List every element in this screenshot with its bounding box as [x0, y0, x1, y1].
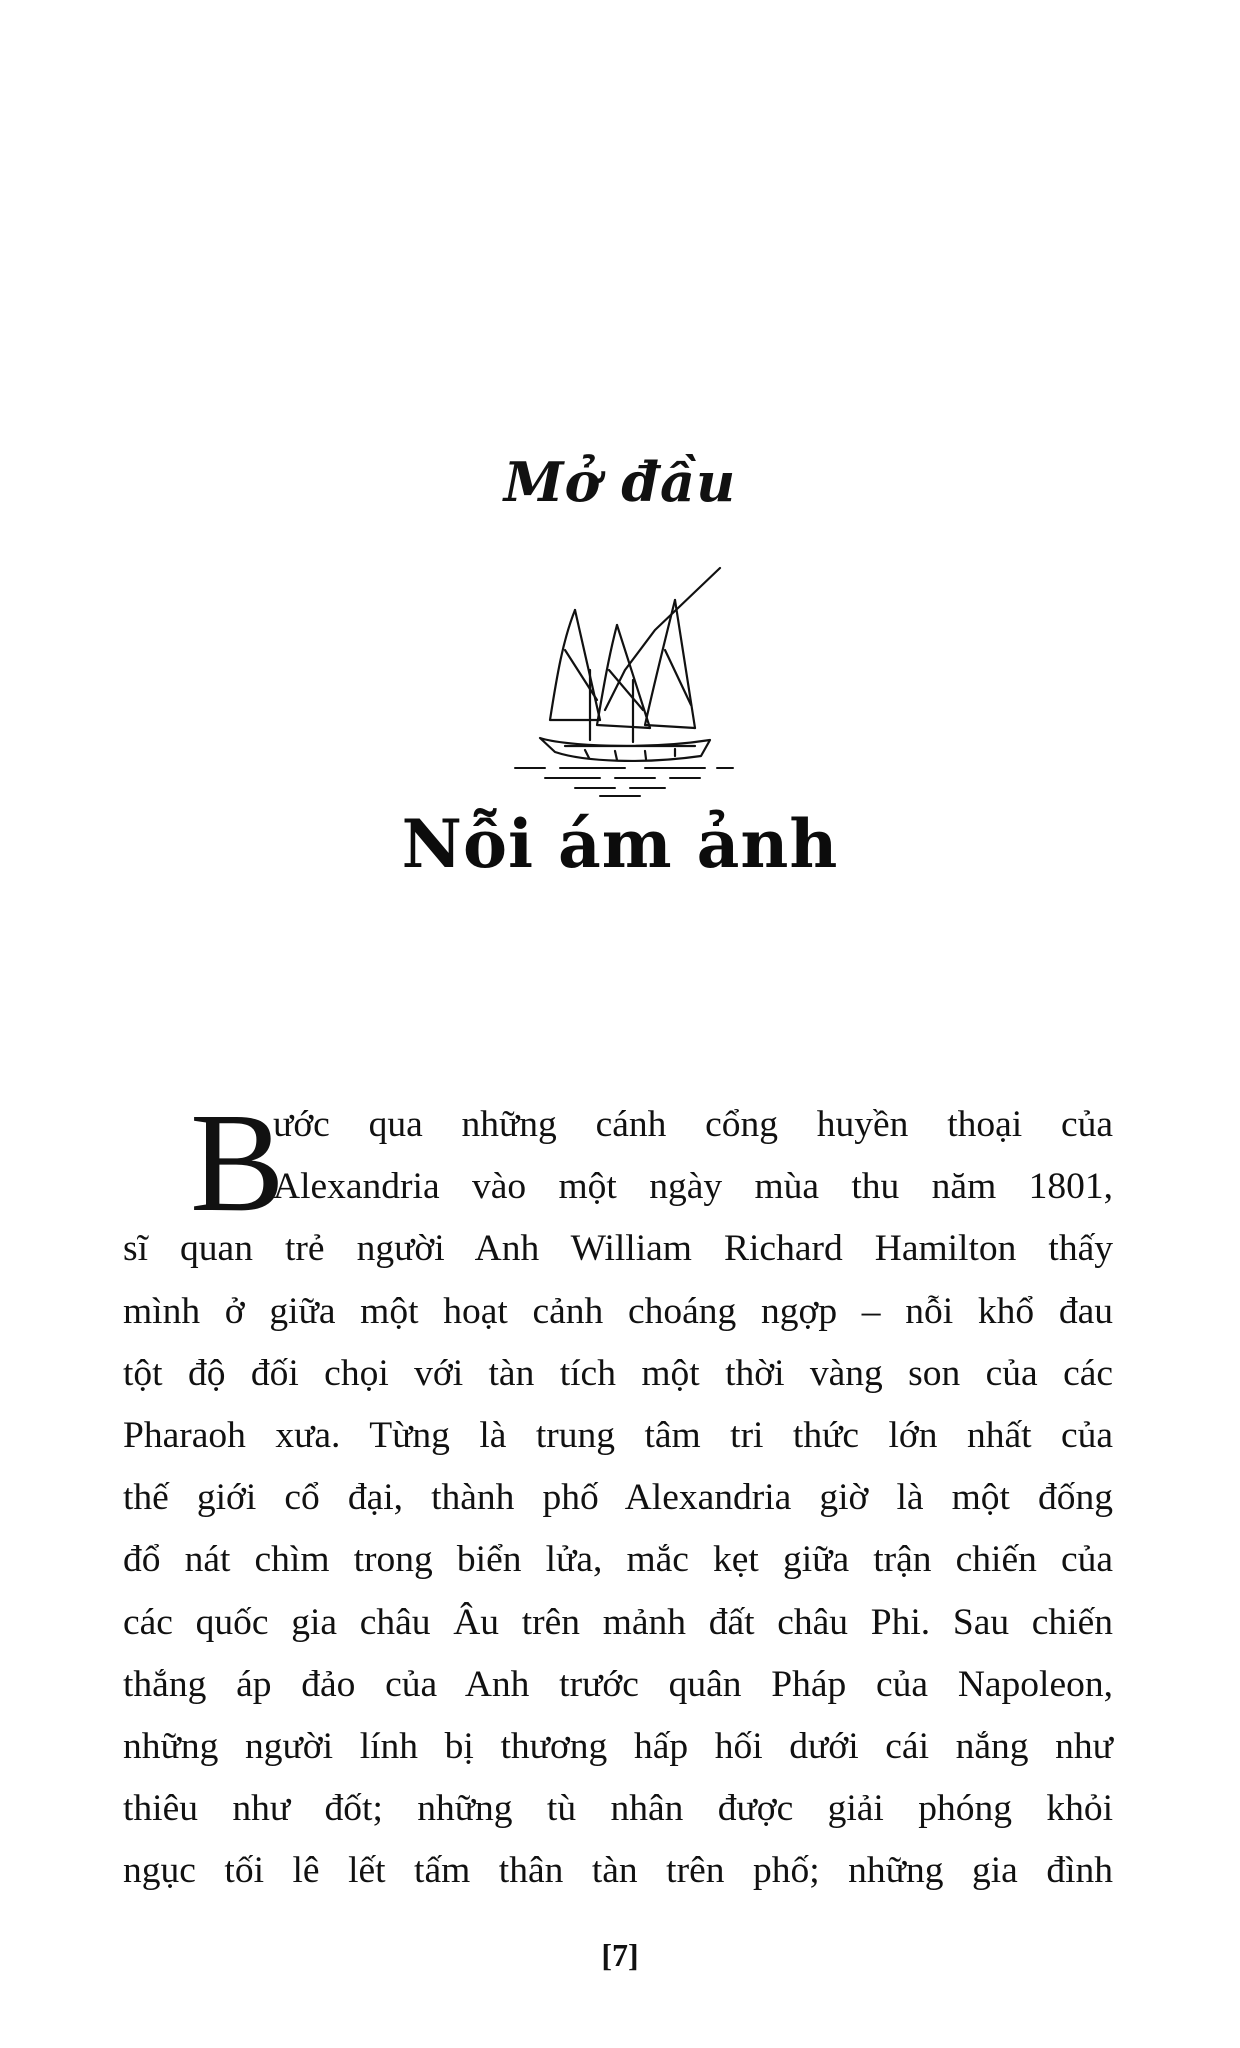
paragraph-line: mình ở giữa một hoạt cảnh choáng ngợp – nỗi khổ đau [123, 1290, 1113, 1332]
paragraph-line: ước qua những cánh cổng huyền thoại của [273, 1104, 1113, 1145]
paragraph-line: Alexandria vào một ngày mùa thu năm 1801, [273, 1166, 1113, 1208]
section-label: Mở đầu [503, 450, 737, 514]
paragraph-line: sĩ quan trẻ người Anh William Richard Hamilton thấy [123, 1228, 1113, 1270]
page-number: [7] [601, 1937, 639, 1973]
paragraph-line: tột độ đối chọi với tàn tích một thời vàng son của các [123, 1352, 1113, 1394]
chapter-title: Nỗi ám ảnh [401, 805, 839, 883]
sailing-ship-icon [505, 560, 735, 800]
paragraph-line: thiêu như đốt; những tù nhân được giải phóng khỏi [123, 1788, 1113, 1830]
paragraph-line: những người lính bị thương hấp hối dưới cái nắng như [123, 1725, 1113, 1767]
paragraph-line: ngục tối lê lết tấm thân tàn trên phố; những gia đình [123, 1850, 1113, 1892]
drop-cap: B [190, 1083, 285, 1241]
body-paragraph [123, 1083, 1113, 1902]
paragraph-line: thắng áp đảo của Anh trước quân Pháp của Napoleon, [123, 1663, 1113, 1705]
paragraph-line: các quốc gia châu Âu trên mảnh đất châu Phi. Sau chiến [123, 1601, 1113, 1643]
paragraph-line: thế giới cổ đại, thành phố Alexandria giờ là một đống [123, 1477, 1113, 1519]
paragraph-line: đổ nát chìm trong biển lửa, mắc kẹt giữa trận chiến của [123, 1539, 1113, 1581]
paragraph-line: Pharaoh xưa. Từng là trung tâm tri thức lớn nhất của [123, 1414, 1113, 1456]
